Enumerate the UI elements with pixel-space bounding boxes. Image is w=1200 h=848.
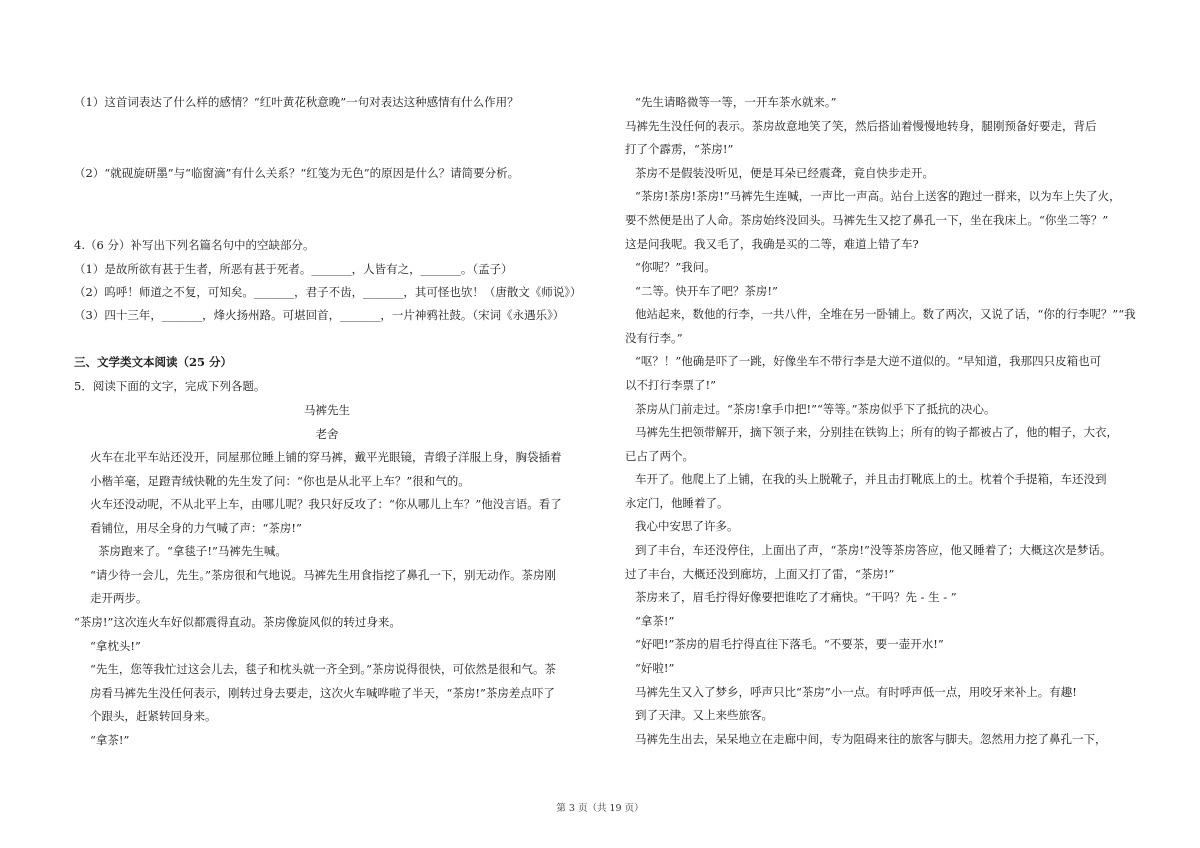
story-line: 要不然便是出了人命。茶房始终没回头。马裤先生又挖了鼻孔一下，坐在我床上。“你坐二等？” [625,213,1109,227]
story-line: 小楷羊毫，足蹬青绒快靴的先生发了问：“你也是从北平上车？”很和气的。 [90,474,470,488]
question-4-title: 4.（6 分）补写出下列名篇名句中的空缺部分。 [74,238,315,252]
story-line: “先生请略微等一等，一开车茶水就来。” [635,95,837,109]
story-line: 到了丰台，车还没停住，上面出了声，“茶房!”没等茶房答应，他又睡着了；大概这次是梦话。 [635,543,1112,557]
story-line: 他站起来，数他的行李，一共八件，全堆在另一卧铺上。数了两次，又说了话，“你的行李呢？”“我 [635,307,1136,321]
story-line: 已占了两个。 [625,449,694,463]
story-line: 火车在北平车站还没开，同屋那位睡上铺的穿马裤，戴平光眼镜，青缎子洋服上身，胸袋插着 [90,450,562,464]
story-author: 老舍 [315,427,339,441]
story-line: 房看马裤先生没任何表示，刚转过身去要走，这次火车喊哗啦了半天，“茶房!”茶房差点吓了 [90,686,555,700]
page-footer: 第 3 页（共 19 页） [556,803,644,814]
story-line: 茶房跑来了。“拿毯子!”马裤先生喊。 [98,544,287,558]
story-line: 茶房不是假装没听见，便是耳朵已经震聋，竟自快步走开。 [635,166,934,180]
story-line: 我心中安思了许多。 [635,519,739,533]
story-line: 马裤先生没任何的表示。茶房故意地笑了笑，然后搭讪着慢慢地转身，腿刚预备好要走，背后 [625,119,1097,133]
question-4-item-3: （3）四十三年，_______，烽火扬州路。可堪回首，_______，一片神鸦社鼓。（宋词《永遇乐》） [74,308,565,322]
story-line: “呕？！”他确是吓了一跳，好像坐车不带行李是大逆不道似的。“早知道，我那四只皮箱也可 [635,354,1102,368]
story-line: 茶房从门前走过。“茶房!拿手巾把!”“等等。”茶房似乎下了抵抗的决心。 [635,402,996,416]
story-line: “你呢？”我问。 [635,260,716,274]
story-line: “二等。快开车了吧？茶房!” [635,284,778,298]
story-line: “拿茶!” [90,733,130,747]
story-line: 看铺位，用尽全身的力气喊了声：“茶房!” [90,521,302,535]
story-line: “茶房!”这次连火车好似都震得直动。茶房像旋风似的转过身来。 [74,615,401,629]
question-5-prompt: 5．阅读下面的文字，完成下列各题。 [74,379,266,393]
story-line: “好吧!”茶房的眉毛拧得直往下落毛。“不要茶，要一壶开水!” [635,637,944,651]
story-line: “拿枕头!” [90,639,141,653]
story-line: “好啦!” [635,661,675,675]
story-line: 没有行李。” [625,331,683,345]
story-line: “请少待一会儿，先生。”茶房很和气地说。马裤先生用食指挖了鼻孔一下，别无动作。茶房刚 [90,568,557,582]
story-line: 走开两步。 [90,591,148,605]
question-1: （1）这首词表达了什么样的感情？“红叶黄花秋意晚”一句对表达这种感情有什么作用？ [74,95,519,109]
story-line: 永定门，他睡着了。 [625,496,729,510]
story-line: 车开了。他爬上了上铺，在我的头上脱靴子，并且击打靴底上的土。枕着个手提箱，车还没到 [635,472,1107,486]
story-line: 火车还没动呢，不从北平上车，由哪儿呢？我只好反攻了：“你从哪儿上车？”他没言语。看了 [90,497,562,511]
story-line: “先生，您等我忙过这会儿去，毯子和枕头就一齐全到。”茶房说得很快，可依然是很和气。茶 [90,662,557,676]
story-line: “拿茶!” [635,614,675,628]
story-line: 以不打行李票了!” [625,378,716,392]
story-line: 到了天津。又上来些旅客。 [635,708,773,722]
story-line: 这是问我呢。我又毛了，我确是买的二等，难道上错了车? [625,237,919,251]
story-title: 马裤先生 [304,403,350,417]
question-2: （2）“就砚旋研墨”与“临窗滴”有什么关系？“红笺为无色”的原因是什么？请简要分析。 [74,166,520,180]
question-4-item-2: （2）呜呼！师道之不复，可知矣。_______，君子不齿，_______，其可怪也欤！（唐散文《师说》） [74,285,582,299]
section-3-heading: 三、文学类文本阅读（25 分） [74,355,233,369]
story-line: 打了个霹雳，“茶房!” [625,142,734,156]
story-line: 马裤先生把领带解开，摘下领子来，分别挂在铁钩上；所有的钩子都被占了，他的帽子，大衣， [635,425,1118,439]
story-line: “茶房!茶房!茶房!”马裤先生连喊，一声比一声高。站台上送客的跑过一群来，以为车上失了火， [635,189,1121,203]
story-line: 个跟头，赶紧转回身来。 [90,709,217,723]
question-4-item-1: （1）是故所欲有甚于生者，所恶有甚于死者。_______，人皆有之，_______。（孟子） [74,262,513,276]
story-line: 过了丰台，大概还没到廊坊，上面又打了雷，“茶房!” [625,567,895,581]
story-line: 马裤先生出去，呆呆地立在走廊中间，专为阻碍来往的旅客与脚夫。忽然用力挖了鼻孔一下， [635,732,1107,746]
story-line: 马裤先生又入了梦乡，呼声只比“茶房”小一点。有时呼声低一点，用咬牙来补上。有趣! [635,685,1077,699]
story-line: 茶房来了，眉毛拧得好像要把谁吃了才痛快。“干吗？先 - 生 - ” [635,590,957,604]
